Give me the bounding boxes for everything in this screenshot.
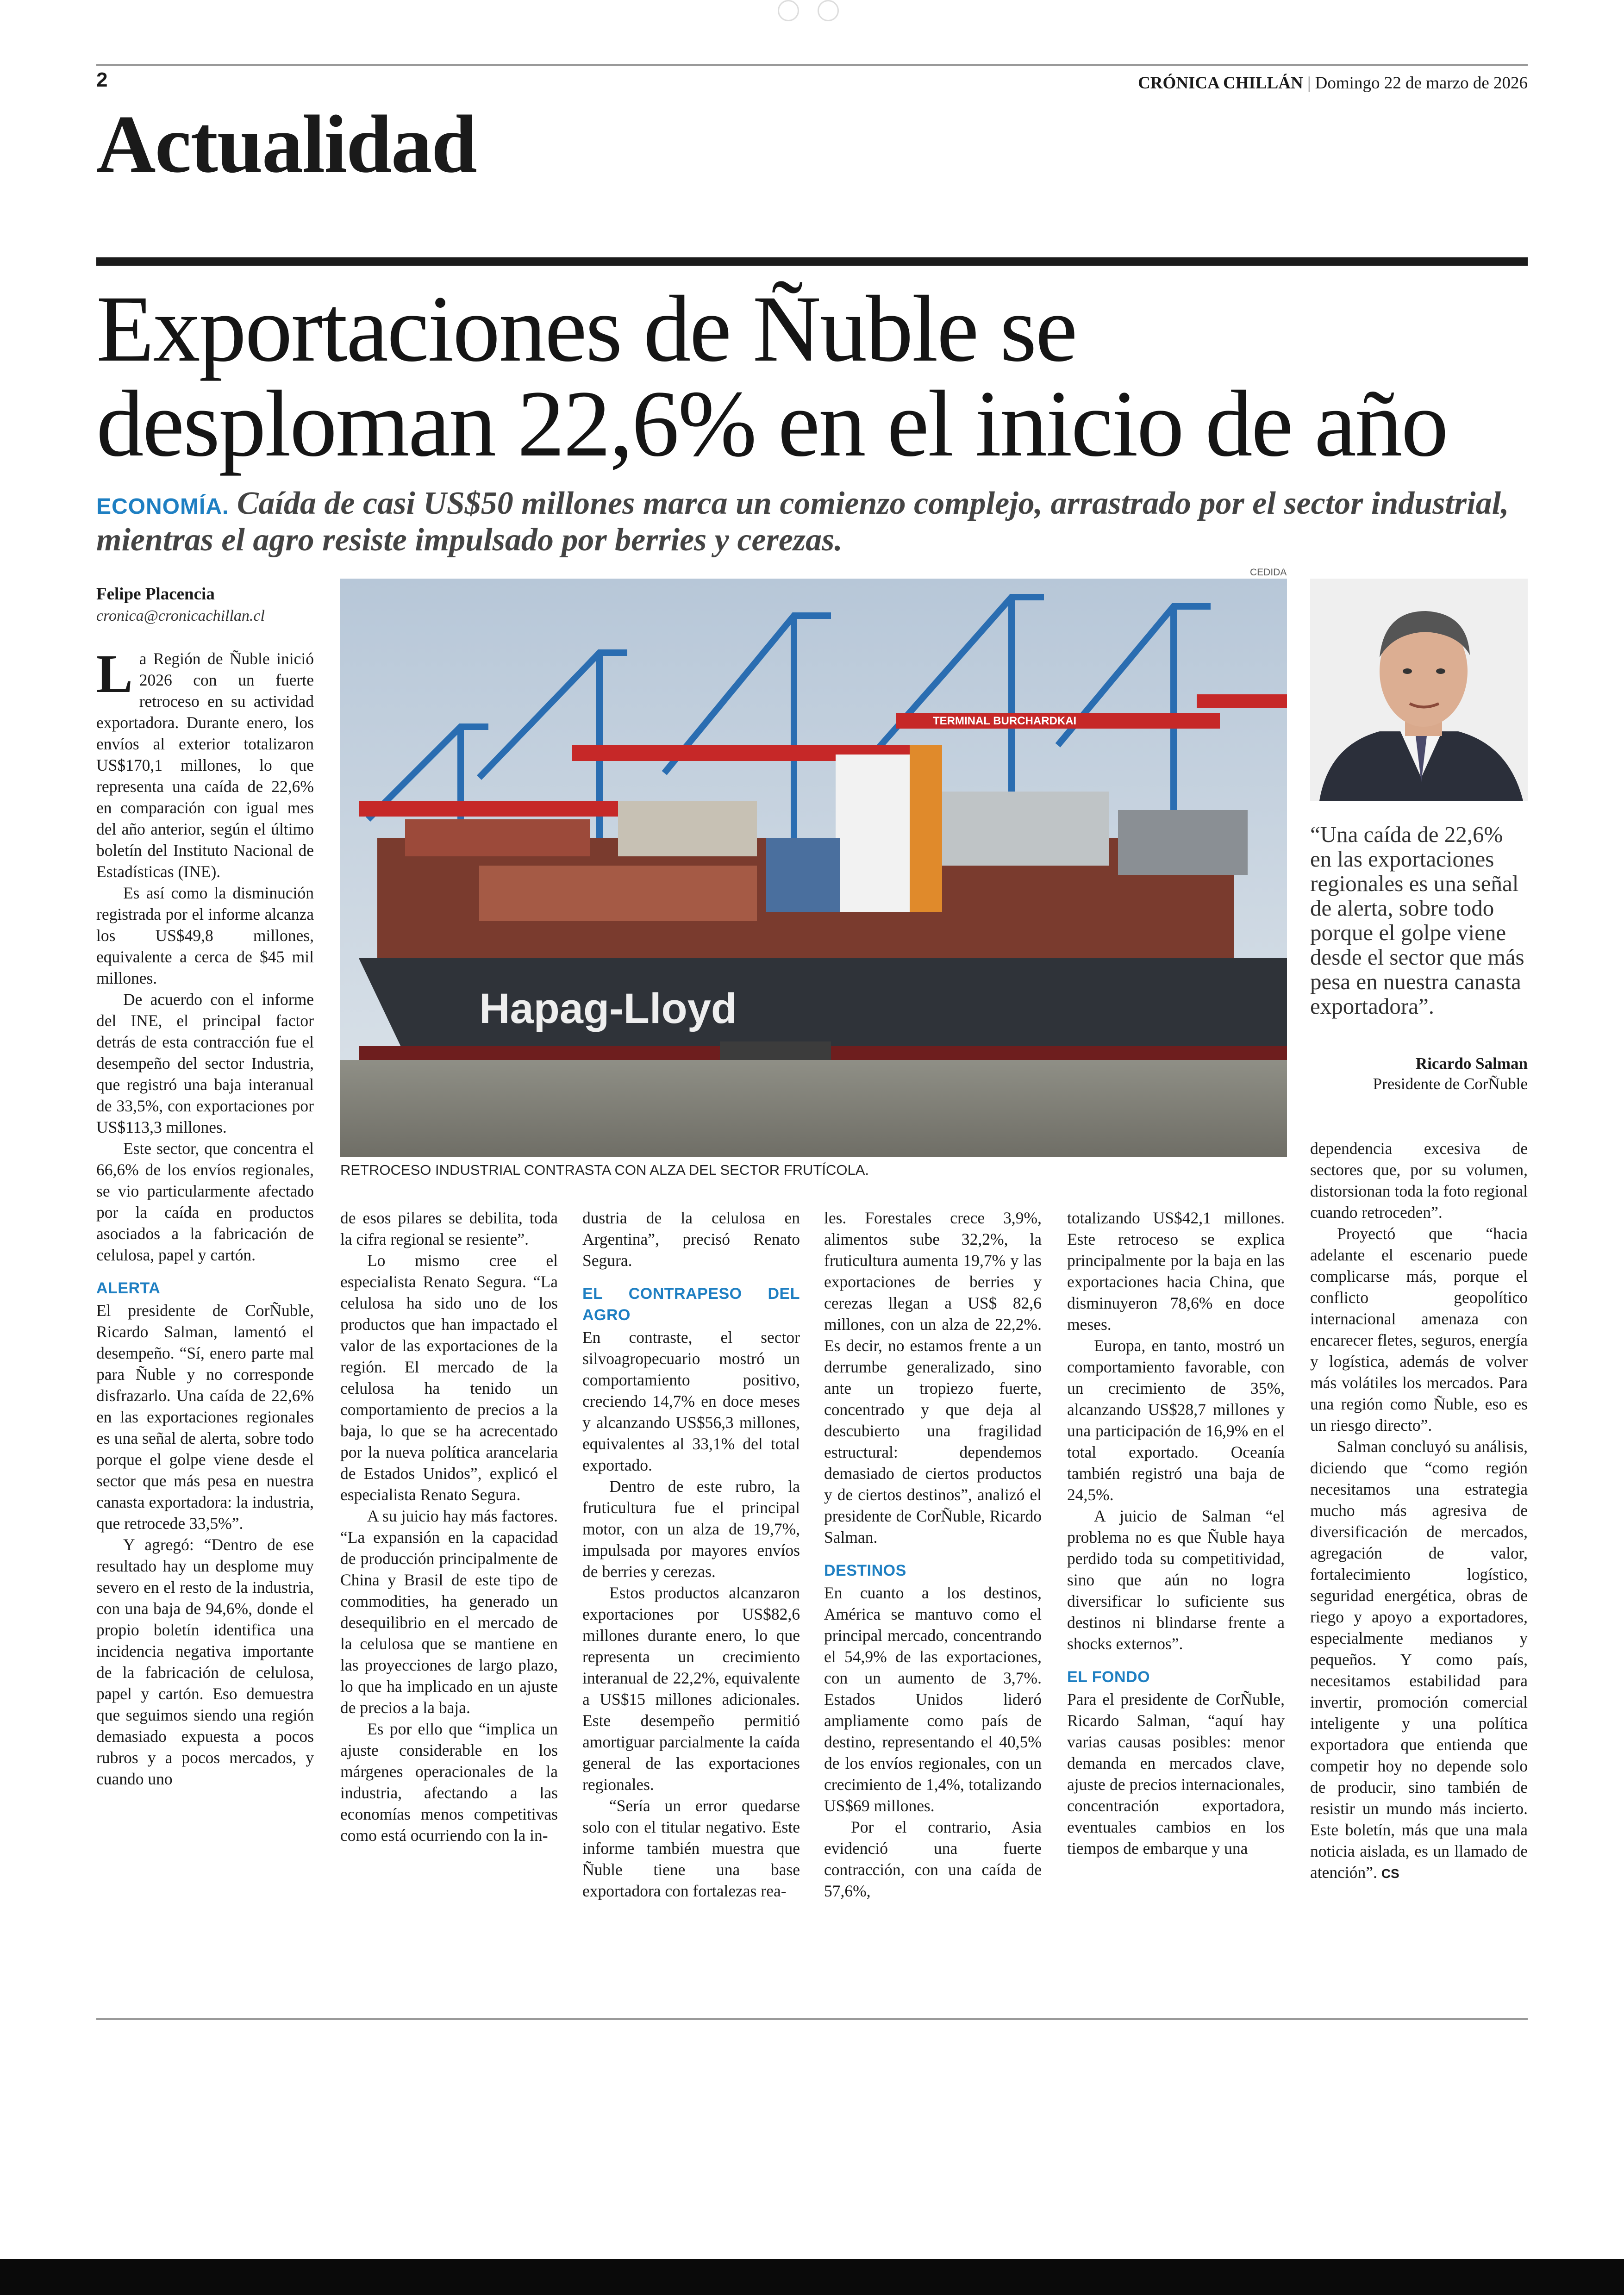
- paragraph: En contraste, el sector silvoagropecuario mostró un comportamiento positivo, creciendo 14,7% en doce meses y alcanzando US$56,3 millones, equivalentes al 33,1% del total exportado.: [582, 1328, 800, 1474]
- headline-line-2: desploman 22,6% en el inicio de año: [96, 371, 1447, 476]
- paragraph: de esos pilares se debilita, toda la cifra regional se resiente”.: [340, 1209, 558, 1248]
- viewer-controls: [778, 0, 857, 24]
- paragraph: Dentro de este rubro, la fruticultura fue el principal motor, con un alza de 19,7%, impulsada por mayores envíos de berries y cerezas.: [582, 1477, 800, 1581]
- column-2: [340, 1207, 558, 1846]
- viewer-bottom-bar: [0, 2259, 1624, 2295]
- bottom-rule: [96, 2018, 1528, 2020]
- photo-credit: CEDIDA: [1250, 567, 1287, 578]
- top-rule: [96, 64, 1528, 66]
- photo-caption: RETROCESO INDUSTRIAL CONTRASTA CON ALZA DEL SECTOR FRUTÍCOLA.: [340, 1162, 869, 1178]
- paragraph: A juicio de Salman “el problema no es que Ñuble haya perdido toda su competitividad, sino que aún no logra diversificar lo suficiente sus destinos ni blindarse frente a shocks externos”.: [1067, 1507, 1285, 1653]
- page-number: 2: [96, 69, 108, 91]
- drop-cap: L: [96, 643, 133, 704]
- headline-rule: [96, 257, 1528, 266]
- portrait-illustration: [1310, 579, 1528, 801]
- end-mark: CS: [1381, 1866, 1399, 1881]
- paragraph: Europa, en tanto, mostró un comportamiento favorable, con un crecimiento de 35%, alcanzando US$28,7 millones y una participación de 16,9% en el total exportado. Oceanía también registró una baja de 24,5%.: [1067, 1336, 1285, 1504]
- paragraph: Estos productos alcanzaron exportaciones por US$82,6 millones durante enero, lo que representa un crecimiento interanual de 22,2%, equivalente a US$15 millones adicionales. Este desempeño permitió amortiguar parcialmente la caída general de las exportaciones regionales.: [582, 1584, 800, 1794]
- pull-quote: “Una caída de 22,6% en las exportaciones regionales es una señal de alerta, sobre todo porque el golpe viene desde el sector que más pesa en nuestra canasta exportadora”.: [1310, 822, 1524, 1019]
- paragraph: A su juicio hay más factores. “La expansión en la capacidad de producción principalmente de China y Brasil de este tipo de commodities, ha generado un desequilibrio en el mercado de la celulosa que se mantiene en las proyecciones de largo plazo, lo que ha implicado en un ajuste de precios a la baja.: [340, 1507, 558, 1717]
- prev-page-icon[interactable]: [778, 0, 799, 21]
- column-4: [824, 1207, 1042, 1902]
- column-6: [1310, 1138, 1528, 1884]
- next-page-icon[interactable]: [818, 0, 839, 21]
- section-title: Actualidad: [96, 98, 476, 190]
- paragraph: “Sería un error quedarse solo con el titular negativo. Este informe también muestra que Ñuble tiene una base exportadora con fortalezas rea-: [582, 1796, 800, 1900]
- headline-line-1: Exportaciones de Ñuble se: [96, 276, 1076, 381]
- paragraph: Lo mismo cree el especialista Renato Segura. “La celulosa ha sido uno de los productos que han impactado el valor de las exportaciones de la región. El mercado de la celulosa ha tenido un comportamiento de precios a la baja, lo que se ha acrecentado por la nueva política arancelaria de Estados Unidos”, explicó el especialista Renato Segura.: [340, 1251, 558, 1504]
- subhead-destinos: DESTINOS: [824, 1562, 906, 1579]
- ship-brand: Hapag-Lloyd: [479, 985, 737, 1032]
- crane-sign: TERMINAL BURCHARDKAI: [933, 715, 1077, 727]
- deck: [96, 487, 1531, 557]
- subhead-alerta: ALERTA: [96, 1279, 161, 1297]
- paragraph-text: a Región de Ñuble inició 2026 con un fuerte retroceso en su actividad exportadora. Durante enero, los envíos al exterior totalizaron US$170,1 millones, lo que representa una caída de 22,6% en comparación con igual mes del año anterior, según el último boletín del Instituto Nacional de Estadísticas (INE).: [96, 649, 314, 881]
- paragraph: [96, 643, 314, 882]
- folio-publication: CRÓNICA CHILLÁN: [1138, 74, 1303, 93]
- paragraph: Por el contrario, Asia evidenció una fuerte contracción, con una caída de 57,6%,: [824, 1818, 1042, 1900]
- paragraph: Es así como la disminución registrada por el informe alcanza los US$49,8 millones, equivalente a cerca de $45 mil millones.: [96, 884, 314, 987]
- paragraph: De acuerdo con el informe del INE, el principal factor detrás de esta contracción fue el desempeño del sector Industria, que registró una baja interanual de 33,5%, con exportaciones por US$113,3 millones.: [96, 990, 314, 1136]
- folio: CRÓNICA CHILLÁN | Domingo 22 de marzo de 2026: [1138, 74, 1528, 93]
- container-ship-illustration: [340, 579, 1287, 1157]
- paragraph: El presidente de CorÑuble, Ricardo Salman, lamentó el desempeño. “Sí, enero parte mal para Ñuble y no corresponde disfrazarlo. Una caída de 22,6% en las exportaciones regionales es una señal de alerta, sobre todo porque el golpe viene desde el sector que más pesa en nuestra canasta exportadora: la industria, que retrocede 33,5%”.: [96, 1301, 314, 1533]
- paragraph: [1310, 1436, 1528, 1884]
- paragraph: Para el presidente de CorÑuble, Ricardo Salman, “aquí hay varias causas posibles: menor demanda en mercados clave, ajuste de precios internacionales, concentración exportadora, eventuales cambios en los tiempos de embarque y una: [1067, 1690, 1285, 1858]
- quote-author-role: Presidente de CorÑuble: [1373, 1075, 1528, 1093]
- paragraph: Este sector, que concentra el 66,6% de los envíos regionales, se vio particularmente afectado por la caída en productos asociados a la fabricación de celulosa, papel y cartón.: [96, 1139, 314, 1264]
- column-1: [96, 643, 314, 1790]
- headline: [96, 276, 1531, 476]
- column-3: [582, 1207, 800, 1902]
- kicker: ECONOMÍA.: [96, 494, 229, 519]
- byline-email[interactable]: cronica@cronicachillan.cl: [96, 607, 265, 624]
- paragraph: Es por ello que “implica un ajuste considerable en los márgenes operacionales de la industria, afectando a las economías menos competitivas como está ocurriendo con la in-: [340, 1720, 558, 1845]
- byline-author: Felipe Placencia: [96, 585, 215, 604]
- paragraph: les. Forestales crece 3,9%, alimentos sube 32,2%, la fruticultura aumenta 19,7% y las exportaciones de berries y cerezas llegan a US$ 82,6 millones, con un alza de 22,2%. Es decir, no estamos frente a un derrumbe generalizado, sino ante un tropiezo fuerte, concentrado y que deja al descubierto una fragilidad estructural: dependemos demasiado de ciertos productos y de ciertos destinos”, analizó el presidente de CorÑuble, Ricardo Salman.: [824, 1209, 1042, 1547]
- paragraph: dustria de la celulosa en Argentina”, precisó Renato Segura.: [582, 1209, 800, 1270]
- paragraph: totalizando US$42,1 millones. Este retroceso se explica principalmente por la baja en las exportaciones hacia China, que disminuyeron 78,6% en doce meses.: [1067, 1209, 1285, 1334]
- column-5: [1067, 1207, 1285, 1859]
- paragraph-text: Salman concluyó su análisis, diciendo que “como región necesitamos una estrategia mucho más agresiva de diversificación de mercados, agregación de valor, fortalecimiento logístico, seguridad energética, obras de riego y apoyo a exportadores, especialmente medianos y pequeños. Y como país, necesitamos estabilidad para invertir, promoción comercial inteligente y una política exportadora que entienda que competir hoy no depende solo de producir, sino también de resistir un mundo más incierto. Este boletín, más que una mala noticia aislada, es un llamado de atención”.: [1310, 1437, 1528, 1882]
- subhead-fondo: EL FONDO: [1067, 1668, 1150, 1686]
- subhead-contrapeso: EL CONTRAPESO DEL AGRO: [582, 1285, 800, 1324]
- quote-author: Ricardo Salman: [1415, 1054, 1528, 1073]
- paragraph: dependencia excesiva de sectores que, por su volumen, distorsionan toda la foto regional cuando retroceden”.: [1310, 1139, 1528, 1222]
- article-photo: [340, 579, 1287, 1157]
- deck-text: Caída de casi US$50 millones marca un comienzo complejo, arrastrado por el sector industrial, mientras el agro resiste impulsado por berries y cerezas.: [96, 486, 1509, 558]
- folio-date: Domingo 22 de marzo de 2026: [1315, 74, 1528, 93]
- paragraph: Y agregó: “Dentro de ese resultado hay un desplome muy severo en el resto de la industria, con una baja de 94,6%, donde el propio boletín identifica una incidencia negativa importante de la fabricación de celulosa, papel y cartón. Eso demuestra que seguimos siendo una región demasiado expuesta a pocos rubros y a pocos mercados, y cuando uno: [96, 1535, 314, 1788]
- portrait-photo: [1310, 579, 1528, 801]
- paragraph: Proyectó que “hacia adelante el escenario puede complicarse más, porque el conflicto geopolítico internacional amenaza con encarecer fletes, seguros, energía y logística, además de volver más volátiles los mercados. Para una región como Ñuble, eso es un riesgo directo”.: [1310, 1224, 1528, 1434]
- paragraph: En cuanto a los destinos, América se mantuvo como el principal mercado, concentrando el 54,9% de las exportaciones, con un aumento de 3,7%. Estados Unidos lideró ampliamente como país de destino, representando el 40,5% de los envíos regionales, con un crecimiento de 1,4%, totalizando US$69 millones.: [824, 1584, 1042, 1815]
